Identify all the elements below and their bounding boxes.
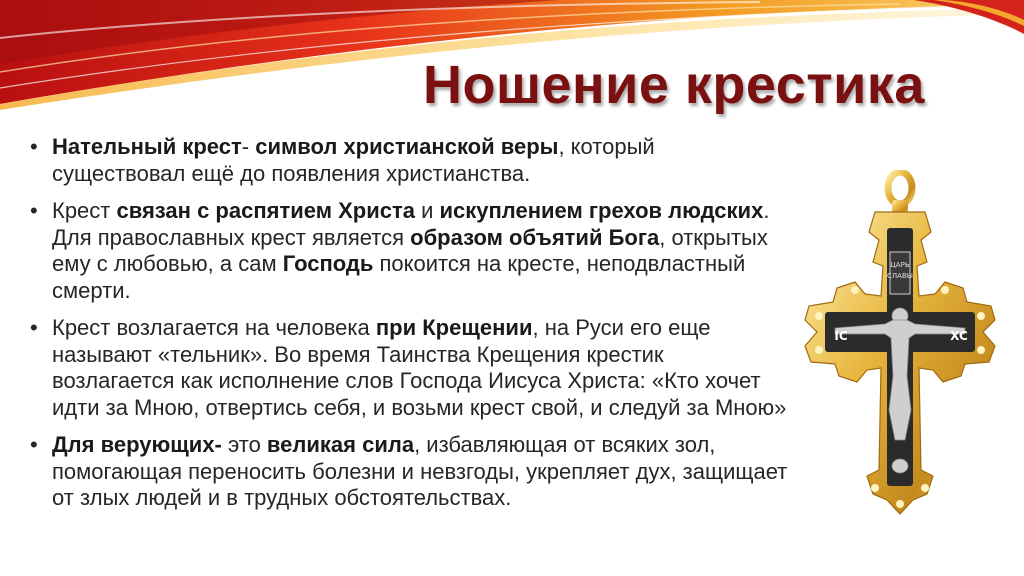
bullet-marker: • bbox=[30, 315, 38, 340]
text: - bbox=[241, 134, 256, 159]
cross-label-xc: XC bbox=[950, 329, 968, 343]
text: покоится на кресте, неподвластный смерти. bbox=[52, 251, 746, 303]
cross-pendant-image bbox=[795, 170, 1005, 520]
text: Крест bbox=[52, 198, 117, 223]
slide-title: Ношение крестика bbox=[423, 55, 925, 115]
bullet-item bbox=[30, 134, 790, 187]
corner-swoosh bbox=[914, 0, 1024, 40]
bullet-marker: • bbox=[30, 198, 38, 223]
cross-inscription-2: СЛАВЫ bbox=[887, 272, 913, 280]
bullet-list bbox=[30, 134, 790, 523]
text: , открытых ему с любовью, а сам bbox=[52, 224, 768, 276]
bullet-marker: • bbox=[30, 432, 38, 457]
text: , избавляющая от всяких зол, помогающая переносить болезни и невзгоды, укрепляет дух, защищает от злых людей и в трудных обстоятельствах. bbox=[52, 432, 788, 510]
bold-text: Господь bbox=[282, 251, 374, 276]
bold-text: Для верующих- bbox=[52, 432, 222, 457]
text: и bbox=[414, 198, 440, 223]
bold-text: связан с распятием Христа bbox=[116, 198, 415, 223]
text: . Для православных крест является bbox=[52, 198, 770, 250]
bullet-item bbox=[30, 432, 790, 512]
text: это bbox=[221, 432, 267, 457]
cross-inscription-1: ЦАРЬ bbox=[890, 261, 910, 269]
text: , который существовал ещё до появления христианства. bbox=[52, 134, 655, 186]
bullet-item bbox=[30, 198, 790, 304]
bold-text: Нательный крест bbox=[52, 134, 242, 159]
text: Крест возлагается на человека bbox=[52, 315, 376, 340]
bold-text: великая сила bbox=[266, 432, 415, 457]
bullet-marker: • bbox=[30, 134, 38, 159]
bold-text: при Крещении bbox=[375, 315, 533, 340]
bold-text: образом объятий Бога bbox=[410, 224, 660, 250]
bold-text: искуплением грехов людских bbox=[439, 198, 764, 223]
bullet-item bbox=[30, 315, 790, 421]
text: , на Руси его еще называют «тельник». Во время Таинства Крещения крестик возлагается как исполнение слов Господа Иисуса Христа: «Кто хочет идти за Мною, отвертись себя, и возьми крест свой, и следуй за Мною» bbox=[52, 315, 787, 420]
cross-label-ic: IC bbox=[834, 329, 848, 343]
bold-text: символ христианской веры bbox=[255, 134, 559, 159]
